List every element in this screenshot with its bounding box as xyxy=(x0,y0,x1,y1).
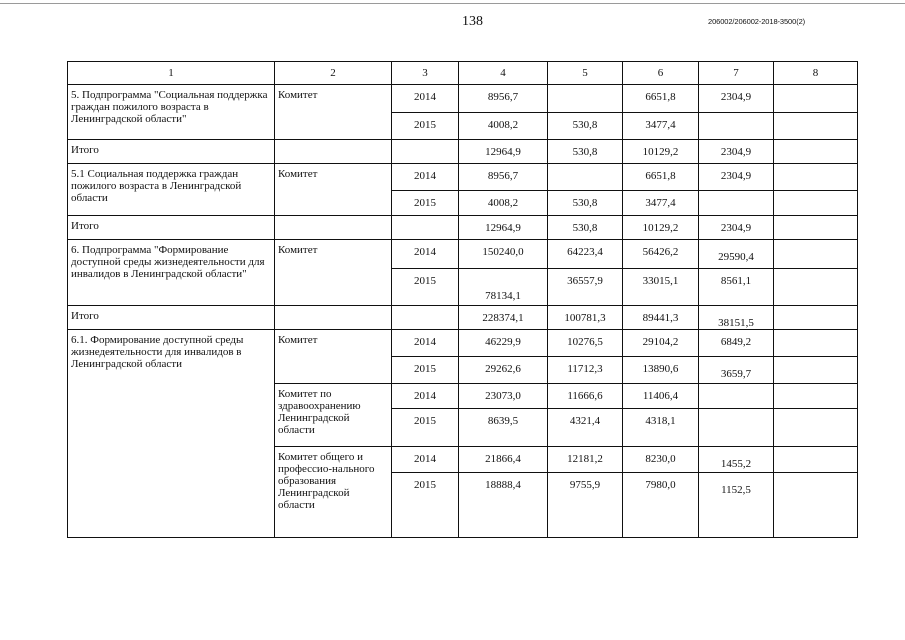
table-row xyxy=(68,240,858,269)
value-cell: 530,8 xyxy=(548,113,623,140)
value-cell xyxy=(774,384,858,409)
program-title: 5. Подпрограмма "Социальная поддержка граждан пожилого возраста в Ленинградской области" xyxy=(68,85,275,140)
table-row xyxy=(68,85,858,113)
value-cell: 150240,0 xyxy=(459,240,548,269)
value-cell xyxy=(774,240,858,269)
value-cell xyxy=(774,85,858,113)
col-header-5: 5 xyxy=(548,62,623,85)
value-cell: 29262,6 xyxy=(459,357,548,384)
value-cell xyxy=(774,216,858,240)
value-cell: 89441,3 xyxy=(623,306,699,330)
value-cell: 9755,9 xyxy=(548,473,623,538)
col-header-3: 3 xyxy=(392,62,459,85)
executor-cell: Комитет xyxy=(275,85,392,140)
year-cell: 2014 xyxy=(392,240,459,269)
value-cell: 46229,9 xyxy=(459,330,548,357)
value-cell: 12181,2 xyxy=(548,447,623,473)
table-row xyxy=(68,330,858,357)
value-cell: 530,8 xyxy=(548,191,623,216)
value-cell xyxy=(774,269,858,306)
value-cell: 3659,7 xyxy=(699,357,774,384)
value-cell xyxy=(774,306,858,330)
value-cell: 13890,6 xyxy=(623,357,699,384)
value-cell: 12964,9 xyxy=(459,140,548,164)
value-cell: 11712,3 xyxy=(548,357,623,384)
value-cell: 12964,9 xyxy=(459,216,548,240)
value-cell xyxy=(774,330,858,357)
value-cell: 2304,9 xyxy=(699,164,774,191)
value-cell: 33015,1 xyxy=(623,269,699,306)
value-cell: 530,8 xyxy=(548,140,623,164)
value-cell: 4008,2 xyxy=(459,113,548,140)
value-cell: 100781,3 xyxy=(548,306,623,330)
value-cell: 8561,1 xyxy=(699,269,774,306)
value-cell: 10129,2 xyxy=(623,216,699,240)
col-header-8: 8 xyxy=(774,62,858,85)
value-cell: 29590,4 xyxy=(699,240,774,269)
value-cell: 8956,7 xyxy=(459,85,548,113)
value-cell: 1455,2 xyxy=(699,447,774,473)
col-header-7: 7 xyxy=(699,62,774,85)
value-cell xyxy=(699,409,774,447)
value-cell xyxy=(699,113,774,140)
year-cell: 2015 xyxy=(392,113,459,140)
value-cell xyxy=(774,473,858,538)
value-cell: 1152,5 xyxy=(699,473,774,538)
year-cell: 2015 xyxy=(392,473,459,538)
executor-cell: Комитет xyxy=(275,164,392,216)
value-cell: 8956,7 xyxy=(459,164,548,191)
year-cell: 2015 xyxy=(392,409,459,447)
year-cell: 2015 xyxy=(392,191,459,216)
value-cell: 530,8 xyxy=(548,216,623,240)
value-cell: 18888,4 xyxy=(459,473,548,538)
empty-cell xyxy=(275,306,392,330)
empty-cell xyxy=(392,216,459,240)
executor-cell: Комитет xyxy=(275,330,392,384)
value-cell xyxy=(774,447,858,473)
value-cell: 10276,5 xyxy=(548,330,623,357)
value-cell: 29104,2 xyxy=(623,330,699,357)
value-cell: 11666,6 xyxy=(548,384,623,409)
value-cell: 2304,9 xyxy=(699,216,774,240)
value-cell: 4321,4 xyxy=(548,409,623,447)
year-cell: 2014 xyxy=(392,164,459,191)
year-cell: 2015 xyxy=(392,357,459,384)
value-cell: 10129,2 xyxy=(623,140,699,164)
value-cell xyxy=(548,164,623,191)
value-cell: 4318,1 xyxy=(623,409,699,447)
value-cell xyxy=(774,113,858,140)
value-cell: 56426,2 xyxy=(623,240,699,269)
executor-cell: Комитет xyxy=(275,240,392,306)
col-header-2: 2 xyxy=(275,62,392,85)
empty-cell xyxy=(275,140,392,164)
executor-cell: Комитет по здравоохранению Ленинградской области xyxy=(275,384,392,447)
document-id: 206002/206002-2018-3500(2) xyxy=(708,17,806,26)
year-cell: 2014 xyxy=(392,447,459,473)
value-cell: 11406,4 xyxy=(623,384,699,409)
value-cell xyxy=(699,384,774,409)
empty-cell xyxy=(392,140,459,164)
empty-cell xyxy=(392,306,459,330)
value-cell xyxy=(774,191,858,216)
value-cell: 3477,4 xyxy=(623,191,699,216)
value-cell: 228374,1 xyxy=(459,306,548,330)
year-cell: 2015 xyxy=(392,269,459,306)
value-cell: 6849,2 xyxy=(699,330,774,357)
value-cell: 8639,5 xyxy=(459,409,548,447)
value-cell: 8230,0 xyxy=(623,447,699,473)
value-cell: 38151,5 xyxy=(699,306,774,330)
total-label: Итого xyxy=(68,306,275,330)
value-cell xyxy=(699,191,774,216)
value-cell: 23073,0 xyxy=(459,384,548,409)
empty-cell xyxy=(275,216,392,240)
total-row xyxy=(68,306,858,330)
executor-cell: Комитет общего и профессио-нального образования Ленинградской области xyxy=(275,447,392,538)
value-cell: 78134,1 xyxy=(459,269,548,306)
value-cell xyxy=(774,140,858,164)
total-row xyxy=(68,216,858,240)
year-cell: 2014 xyxy=(392,85,459,113)
col-header-4: 4 xyxy=(459,62,548,85)
value-cell: 3477,4 xyxy=(623,113,699,140)
value-cell: 6651,8 xyxy=(623,164,699,191)
value-cell xyxy=(548,85,623,113)
program-title: 6. Подпрограмма "Формирование доступной среды жизнедеятельности для инвалидов в Ленинградской области" xyxy=(68,240,275,306)
value-cell: 64223,4 xyxy=(548,240,623,269)
value-cell: 36557,9 xyxy=(548,269,623,306)
value-cell xyxy=(774,164,858,191)
year-cell: 2014 xyxy=(392,384,459,409)
value-cell: 4008,2 xyxy=(459,191,548,216)
table-row xyxy=(68,164,858,191)
program-title: 6.1. Формирование доступной среды жизнедеятельности для инвалидов в Ленинградской области xyxy=(68,330,275,538)
program-title: 5.1 Социальная поддержка граждан пожилого возраста в Ленинградской области xyxy=(68,164,275,216)
value-cell xyxy=(774,409,858,447)
value-cell: 6651,8 xyxy=(623,85,699,113)
col-header-6: 6 xyxy=(623,62,699,85)
col-header-1: 1 xyxy=(68,62,275,85)
total-row xyxy=(68,140,858,164)
budget-table xyxy=(67,61,858,538)
header-row xyxy=(68,62,858,85)
value-cell: 7980,0 xyxy=(623,473,699,538)
value-cell: 2304,9 xyxy=(699,140,774,164)
page-number: 138 xyxy=(462,14,483,29)
total-label: Итого xyxy=(68,216,275,240)
value-cell xyxy=(774,357,858,384)
value-cell: 2304,9 xyxy=(699,85,774,113)
top-rule xyxy=(0,3,905,4)
year-cell: 2014 xyxy=(392,330,459,357)
value-cell: 21866,4 xyxy=(459,447,548,473)
total-label: Итого xyxy=(68,140,275,164)
